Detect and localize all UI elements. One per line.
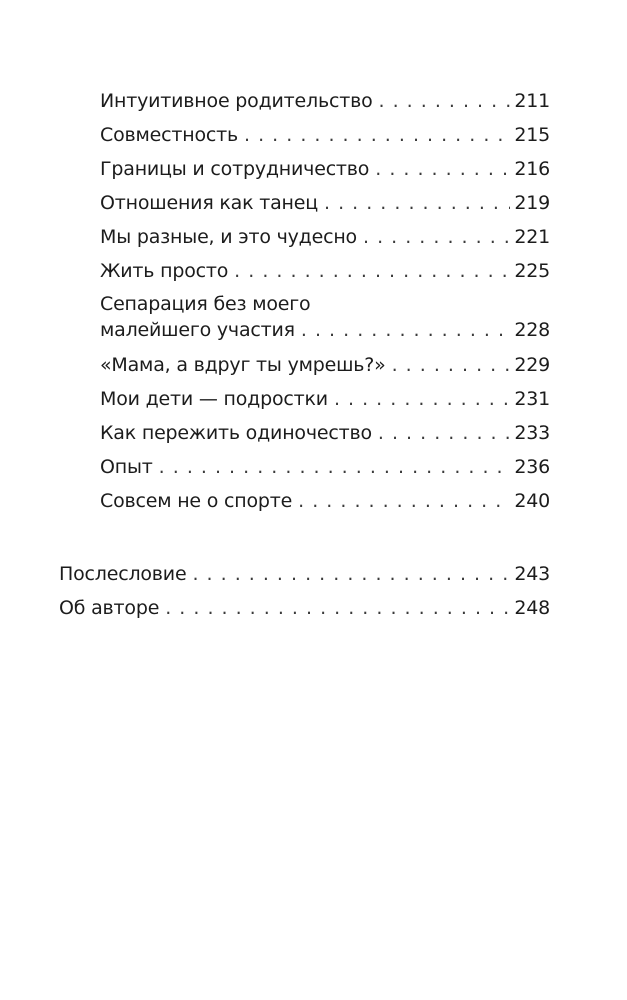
toc-entry-title-line1: Сепарация без моего: [100, 293, 311, 315]
dot-leader: [301, 319, 510, 341]
dot-leader: [244, 124, 510, 146]
toc-entry-title: Отношения как танец: [100, 192, 318, 214]
toc-entry-page: 215: [514, 124, 550, 146]
dot-leader: [334, 388, 510, 410]
toc-entry-page: 240: [514, 490, 550, 512]
dot-leader: [392, 354, 511, 376]
toc-entry[interactable]: [59, 563, 550, 585]
toc-entry-title: Как пережить одиночество: [100, 422, 372, 444]
dot-leader: [375, 158, 510, 180]
toc-entry-title: Жить просто: [100, 260, 229, 282]
dot-leader: [324, 192, 510, 214]
dot-leader: [378, 422, 510, 444]
toc-entry-title: Мы разные, и это чудесно: [100, 226, 357, 248]
toc-entry[interactable]: [59, 597, 550, 619]
toc-entry-page: 221: [514, 226, 550, 248]
toc-entry[interactable]: [100, 158, 550, 180]
toc-entry[interactable]: [100, 124, 550, 146]
toc-entry-title: Границы и сотрудничество: [100, 158, 370, 180]
toc-entry-page: 233: [514, 422, 550, 444]
toc-entry-page: 229: [514, 354, 550, 376]
toc-entry[interactable]: [100, 456, 550, 478]
toc-entry-title: «Мама, а вдруг ты умрешь?»: [100, 354, 386, 376]
toc-entry-title-line2: малейшего участия: [100, 319, 295, 341]
toc-entry[interactable]: [100, 192, 550, 214]
dot-leader: [234, 260, 510, 282]
dot-leader: [165, 597, 510, 619]
toc-entry[interactable]: [100, 490, 550, 512]
toc-entry-page: 219: [514, 192, 550, 214]
toc-entry-page: 211: [514, 90, 550, 112]
toc-entry-page: 236: [514, 456, 550, 478]
toc-entry-page: 225: [514, 260, 550, 282]
toc-entry-multiline[interactable]: [100, 293, 550, 341]
dot-leader: [363, 226, 510, 248]
toc-entry[interactable]: [100, 354, 550, 376]
toc-entry[interactable]: [100, 226, 550, 248]
toc-entry[interactable]: [100, 90, 550, 112]
dot-leader: [379, 90, 511, 112]
toc-entry[interactable]: [100, 260, 550, 282]
toc-entry[interactable]: [100, 388, 550, 410]
toc-entry-title: Интуитивное родительство: [100, 90, 373, 112]
toc-entry-page: 216: [514, 158, 550, 180]
toc-entry-title: Опыт: [100, 456, 153, 478]
toc-entry-page: 248: [514, 597, 550, 619]
toc-entry-title: Послесловие: [59, 563, 187, 585]
toc-entry-title: Совместность: [100, 124, 238, 146]
toc-entry-page: 231: [514, 388, 550, 410]
toc-entry-title: Мои дети — подростки: [100, 388, 328, 410]
dot-leader: [192, 563, 510, 585]
toc-entry-page: 228: [514, 319, 550, 341]
toc-entry-title: Об авторе: [59, 597, 160, 619]
toc-entry-page: 243: [514, 563, 550, 585]
toc-entry[interactable]: [100, 422, 550, 444]
dot-leader: [298, 490, 510, 512]
dot-leader: [159, 456, 511, 478]
toc-entry-title: Совсем не о спорте: [100, 490, 293, 512]
